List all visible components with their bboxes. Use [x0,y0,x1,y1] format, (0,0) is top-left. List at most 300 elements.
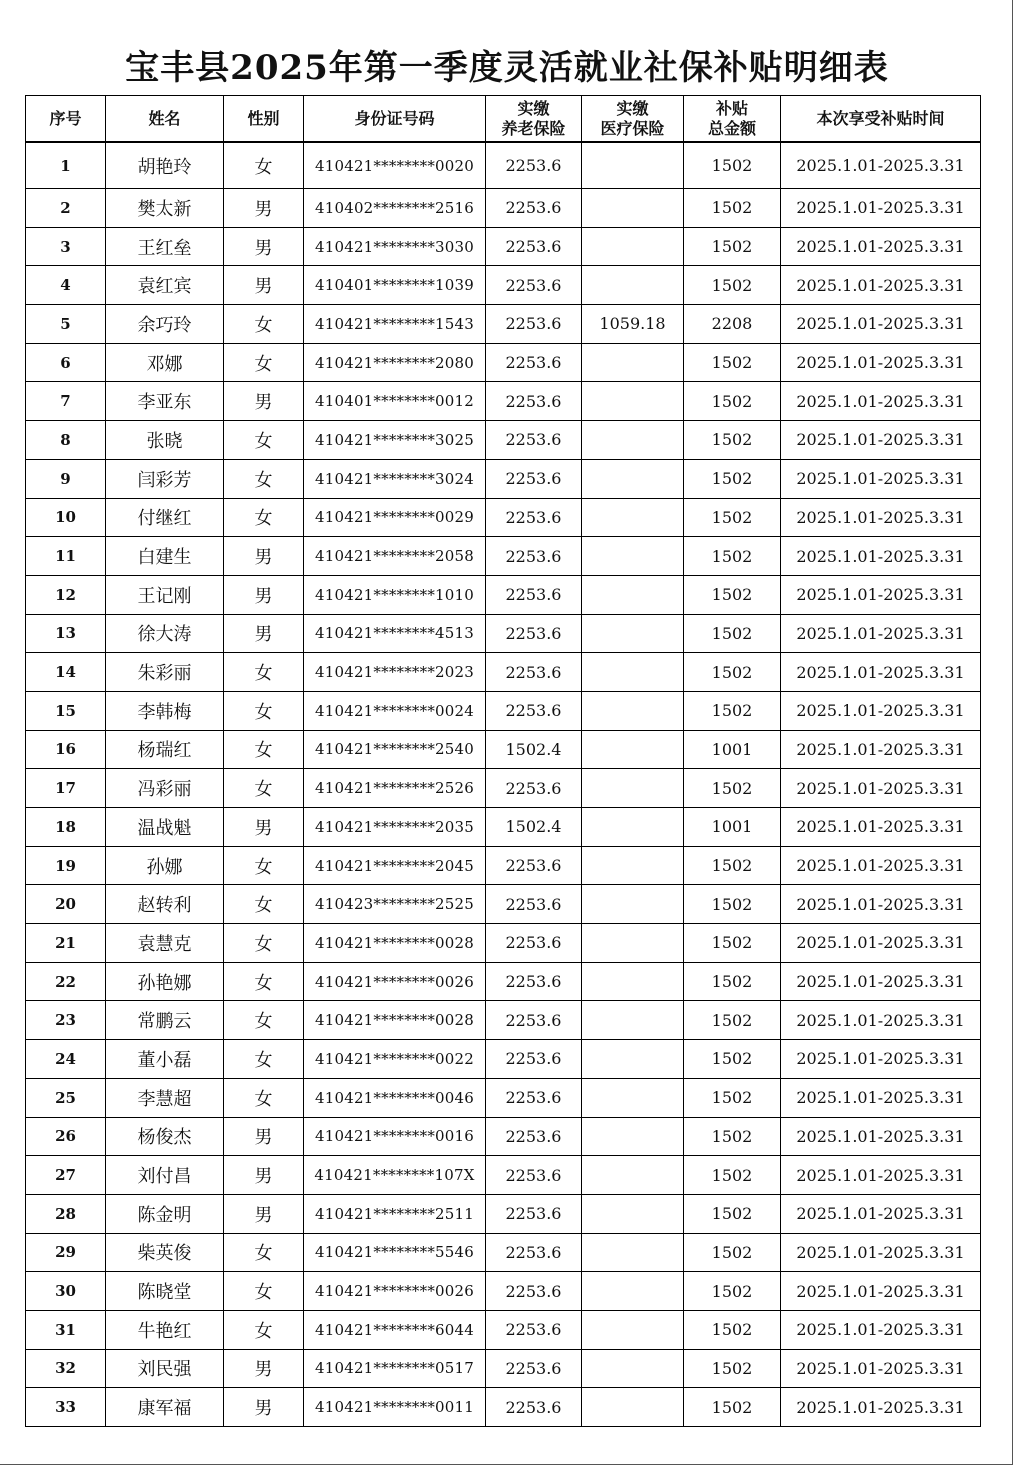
person-sex-cell: 女 [224,459,304,498]
person-sex-cell: 男 [224,1194,304,1233]
person-sex-cell: 女 [224,1233,304,1272]
id-number-cell: 410421********5546 [304,1233,486,1272]
person-sex-cell: 女 [224,343,304,382]
medical-amount-cell [582,266,684,305]
medical-amount-cell: 1059.18 [582,305,684,344]
row-number-cell: 13 [26,614,106,653]
id-number-cell: 410401********1039 [304,266,486,305]
pension-amount-cell: 2253.6 [486,189,582,228]
pension-amount-cell: 2253.6 [486,266,582,305]
id-number-cell: 410423********2525 [304,885,486,924]
person-sex-cell: 女 [224,421,304,460]
row-number-cell: 7 [26,382,106,421]
table-row [26,537,981,576]
id-number-cell: 410421********0029 [304,498,486,537]
header-period: 本次享受补贴时间 [781,96,981,143]
person-sex-cell: 女 [224,846,304,885]
row-number-cell: 5 [26,305,106,344]
table-row [26,227,981,266]
row-number-cell: 22 [26,962,106,1001]
medical-amount-cell [582,142,684,189]
medical-amount-cell [582,1117,684,1156]
table-row [26,1233,981,1272]
page-title: 宝丰县2025年第一季度灵活就业社保补贴明细表 [125,48,889,88]
table-row [26,1272,981,1311]
person-name-cell: 徐大涛 [106,614,224,653]
person-sex-cell: 女 [224,305,304,344]
subsidy-total-cell: 1502 [684,1233,781,1272]
medical-amount-cell [582,343,684,382]
person-name-cell: 袁红宾 [106,266,224,305]
subsidy-total-cell: 1502 [684,498,781,537]
subsidy-total-cell: 1502 [684,962,781,1001]
pension-amount-cell: 2253.6 [486,227,582,266]
id-number-cell: 410421********1010 [304,575,486,614]
medical-amount-cell [582,614,684,653]
person-name-cell: 王红垒 [106,227,224,266]
id-number-cell: 410421********2526 [304,769,486,808]
pension-amount-cell: 2253.6 [486,459,582,498]
person-name-cell: 赵转利 [106,885,224,924]
subsidy-total-cell: 2208 [684,305,781,344]
id-number-cell: 410421********107X [304,1156,486,1195]
subsidy-period-cell: 2025.1.01-2025.3.31 [781,142,981,189]
row-number-cell: 26 [26,1117,106,1156]
table-row [26,189,981,228]
subsidy-total-cell: 1502 [684,421,781,460]
person-name-cell: 朱彩丽 [106,653,224,692]
header-pension-line1: 实缴 [517,98,550,118]
subsidy-total-cell: 1502 [684,1117,781,1156]
medical-amount-cell [582,846,684,885]
person-name-cell: 付继红 [106,498,224,537]
medical-amount-cell [582,575,684,614]
row-number-cell: 1 [26,142,106,189]
pension-amount-cell: 2253.6 [486,1040,582,1079]
subsidy-period-cell: 2025.1.01-2025.3.31 [781,1040,981,1079]
id-number-cell: 410421********0026 [304,1272,486,1311]
person-name-cell: 冯彩丽 [106,769,224,808]
person-name-cell: 孙艳娜 [106,962,224,1001]
table-row [26,1078,981,1117]
id-number-cell: 410421********2045 [304,846,486,885]
person-name-cell: 余巧玲 [106,305,224,344]
id-number-cell: 410421********4513 [304,614,486,653]
id-number-cell: 410421********0024 [304,691,486,730]
subsidy-total-cell: 1502 [684,537,781,576]
pension-amount-cell: 2253.6 [486,885,582,924]
id-number-cell: 410421********2035 [304,808,486,847]
person-name-cell: 刘付昌 [106,1156,224,1195]
header-sex: 性别 [224,96,304,143]
subsidy-total-cell: 1502 [684,924,781,963]
subsidy-table [25,95,981,1427]
table-row [26,382,981,421]
id-number-cell: 410421********0028 [304,1001,486,1040]
pension-amount-cell: 2253.6 [486,614,582,653]
medical-amount-cell [582,189,684,228]
subsidy-total-cell: 1502 [684,1001,781,1040]
id-number-cell: 410421********0028 [304,924,486,963]
header-medical-line1: 实缴 [616,98,649,118]
id-number-cell: 410421********2540 [304,730,486,769]
table-row [26,962,981,1001]
pension-amount-cell: 2253.6 [486,1233,582,1272]
medical-amount-cell [582,1349,684,1388]
table-row [26,343,981,382]
person-sex-cell: 男 [224,614,304,653]
medical-amount-cell [582,459,684,498]
pension-amount-cell: 2253.6 [486,653,582,692]
table-row [26,266,981,305]
table-row [26,421,981,460]
header-subsidy-line1: 补贴 [715,98,748,118]
row-number-cell: 10 [26,498,106,537]
person-name-cell: 杨俊杰 [106,1117,224,1156]
subsidy-period-cell: 2025.1.01-2025.3.31 [781,189,981,228]
id-number-cell: 410421********0020 [304,142,486,189]
subsidy-total-cell: 1502 [684,1349,781,1388]
medical-amount-cell [582,769,684,808]
pension-amount-cell: 2253.6 [486,498,582,537]
person-name-cell: 邓娜 [106,343,224,382]
pension-amount-cell: 2253.6 [486,305,582,344]
pension-amount-cell: 2253.6 [486,1078,582,1117]
person-name-cell: 陈晓堂 [106,1272,224,1311]
subsidy-total-cell: 1502 [684,266,781,305]
person-sex-cell: 男 [224,266,304,305]
table-row [26,614,981,653]
table-body [26,142,981,1427]
table-row [26,305,981,344]
subsidy-period-cell: 2025.1.01-2025.3.31 [781,1001,981,1040]
person-name-cell: 董小磊 [106,1040,224,1079]
header-subsidy [684,96,781,143]
id-number-cell: 410421********0517 [304,1349,486,1388]
medical-amount-cell [582,1040,684,1079]
medical-amount-cell [582,498,684,537]
table-row [26,575,981,614]
person-name-cell: 樊太新 [106,189,224,228]
person-sex-cell: 女 [224,1272,304,1311]
row-number-cell: 16 [26,730,106,769]
subsidy-period-cell: 2025.1.01-2025.3.31 [781,924,981,963]
header-medical-line2: 医疗保险 [600,118,665,138]
pension-amount-cell: 2253.6 [486,846,582,885]
subsidy-total-cell: 1502 [684,1388,781,1427]
person-sex-cell: 女 [224,653,304,692]
row-number-cell: 18 [26,808,106,847]
subsidy-total-cell: 1502 [684,1156,781,1195]
table-row [26,142,981,189]
pension-amount-cell: 2253.6 [486,537,582,576]
subsidy-total-cell: 1502 [684,343,781,382]
person-name-cell: 白建生 [106,537,224,576]
id-number-cell: 410421********0026 [304,962,486,1001]
header-id: 身份证号码 [304,96,486,143]
row-number-cell: 29 [26,1233,106,1272]
subsidy-period-cell: 2025.1.01-2025.3.31 [781,305,981,344]
medical-amount-cell [582,924,684,963]
id-number-cell: 410421********0016 [304,1117,486,1156]
subsidy-total-cell: 1502 [684,382,781,421]
person-sex-cell: 女 [224,142,304,189]
person-sex-cell: 男 [224,1156,304,1195]
medical-amount-cell [582,808,684,847]
pension-amount-cell: 2253.6 [486,575,582,614]
person-sex-cell: 男 [224,1349,304,1388]
pension-amount-cell: 2253.6 [486,1117,582,1156]
subsidy-period-cell: 2025.1.01-2025.3.31 [781,1233,981,1272]
pension-amount-cell: 2253.6 [486,1156,582,1195]
pension-amount-cell: 2253.6 [486,142,582,189]
subsidy-period-cell: 2025.1.01-2025.3.31 [781,846,981,885]
row-number-cell: 4 [26,266,106,305]
id-number-cell: 410401********0012 [304,382,486,421]
subsidy-period-cell: 2025.1.01-2025.3.31 [781,1272,981,1311]
medical-amount-cell [582,382,684,421]
row-number-cell: 32 [26,1349,106,1388]
person-sex-cell: 女 [224,1078,304,1117]
id-number-cell: 410421********3025 [304,421,486,460]
subsidy-total-cell: 1502 [684,1078,781,1117]
pension-amount-cell: 2253.6 [486,769,582,808]
table-row [26,498,981,537]
row-number-cell: 27 [26,1156,106,1195]
person-name-cell: 袁慧克 [106,924,224,963]
row-number-cell: 12 [26,575,106,614]
row-number-cell: 30 [26,1272,106,1311]
person-name-cell: 李慧超 [106,1078,224,1117]
medical-amount-cell [582,537,684,576]
pension-amount-cell: 2253.6 [486,962,582,1001]
subsidy-period-cell: 2025.1.01-2025.3.31 [781,537,981,576]
subsidy-total-cell: 1502 [684,769,781,808]
person-sex-cell: 女 [224,885,304,924]
medical-amount-cell [582,1388,684,1427]
subsidy-total-cell: 1502 [684,227,781,266]
person-sex-cell: 女 [224,924,304,963]
person-sex-cell: 男 [224,808,304,847]
id-number-cell: 410421********3030 [304,227,486,266]
subsidy-period-cell: 2025.1.01-2025.3.31 [781,808,981,847]
pension-amount-cell: 2253.6 [486,1272,582,1311]
table-row [26,1117,981,1156]
person-name-cell: 杨瑞红 [106,730,224,769]
row-number-cell: 33 [26,1388,106,1427]
person-sex-cell: 女 [224,962,304,1001]
subsidy-period-cell: 2025.1.01-2025.3.31 [781,1349,981,1388]
row-number-cell: 21 [26,924,106,963]
subsidy-total-cell: 1502 [684,846,781,885]
medical-amount-cell [582,730,684,769]
id-number-cell: 410421********3024 [304,459,486,498]
subsidy-total-cell: 1502 [684,1040,781,1079]
person-sex-cell: 女 [224,1001,304,1040]
pension-amount-cell: 2253.6 [486,1349,582,1388]
row-number-cell: 15 [26,691,106,730]
table-row [26,808,981,847]
pension-amount-cell: 2253.6 [486,1001,582,1040]
header-medical [582,96,684,143]
row-number-cell: 8 [26,421,106,460]
table-row [26,691,981,730]
table-row [26,1349,981,1388]
row-number-cell: 9 [26,459,106,498]
person-name-cell: 陈金明 [106,1194,224,1233]
subsidy-total-cell: 1001 [684,730,781,769]
person-sex-cell: 女 [224,1040,304,1079]
medical-amount-cell [582,1001,684,1040]
subsidy-period-cell: 2025.1.01-2025.3.31 [781,343,981,382]
table-row [26,924,981,963]
row-number-cell: 11 [26,537,106,576]
subsidy-period-cell: 2025.1.01-2025.3.31 [781,575,981,614]
person-sex-cell: 男 [224,382,304,421]
pension-amount-cell: 2253.6 [486,1310,582,1349]
pension-amount-cell: 1502.4 [486,808,582,847]
medical-amount-cell [582,1272,684,1311]
person-sex-cell: 男 [224,227,304,266]
header-name: 姓名 [106,96,224,143]
subsidy-period-cell: 2025.1.01-2025.3.31 [781,421,981,460]
person-sex-cell: 女 [224,769,304,808]
person-sex-cell: 女 [224,498,304,537]
person-name-cell: 李韩梅 [106,691,224,730]
subsidy-total-cell: 1502 [684,189,781,228]
subsidy-period-cell: 2025.1.01-2025.3.31 [781,1117,981,1156]
header-row [26,96,981,143]
row-number-cell: 20 [26,885,106,924]
subsidy-total-cell: 1502 [684,653,781,692]
person-name-cell: 闫彩芳 [106,459,224,498]
person-name-cell: 王记刚 [106,575,224,614]
person-sex-cell: 男 [224,1117,304,1156]
person-name-cell: 常鹏云 [106,1001,224,1040]
person-name-cell: 刘民强 [106,1349,224,1388]
medical-amount-cell [582,1078,684,1117]
pension-amount-cell: 2253.6 [486,421,582,460]
table-row [26,1388,981,1427]
medical-amount-cell [582,962,684,1001]
row-number-cell: 24 [26,1040,106,1079]
subsidy-period-cell: 2025.1.01-2025.3.31 [781,885,981,924]
medical-amount-cell [582,653,684,692]
medical-amount-cell [582,691,684,730]
subsidy-period-cell: 2025.1.01-2025.3.31 [781,382,981,421]
subsidy-period-cell: 2025.1.01-2025.3.31 [781,459,981,498]
subsidy-total-cell: 1502 [684,459,781,498]
subsidy-period-cell: 2025.1.01-2025.3.31 [781,498,981,537]
table-row [26,1156,981,1195]
subsidy-period-cell: 2025.1.01-2025.3.31 [781,691,981,730]
table-row [26,846,981,885]
header-no: 序号 [26,96,106,143]
person-name-cell: 康军福 [106,1388,224,1427]
id-number-cell: 410421********6044 [304,1310,486,1349]
subsidy-period-cell: 2025.1.01-2025.3.31 [781,1310,981,1349]
row-number-cell: 2 [26,189,106,228]
person-name-cell: 温战魁 [106,808,224,847]
header-pension [486,96,582,143]
table-row [26,885,981,924]
row-number-cell: 28 [26,1194,106,1233]
subsidy-total-cell: 1001 [684,808,781,847]
person-sex-cell: 女 [224,1310,304,1349]
id-number-cell: 410421********2511 [304,1194,486,1233]
subsidy-period-cell: 2025.1.01-2025.3.31 [781,730,981,769]
id-number-cell: 410421********0046 [304,1078,486,1117]
id-number-cell: 410421********0011 [304,1388,486,1427]
subsidy-total-cell: 1502 [684,142,781,189]
subsidy-period-cell: 2025.1.01-2025.3.31 [781,266,981,305]
medical-amount-cell [582,421,684,460]
person-sex-cell: 男 [224,575,304,614]
subsidy-total-cell: 1502 [684,1272,781,1311]
person-name-cell: 张晓 [106,421,224,460]
subsidy-total-cell: 1502 [684,691,781,730]
row-number-cell: 14 [26,653,106,692]
subsidy-period-cell: 2025.1.01-2025.3.31 [781,769,981,808]
id-number-cell: 410421********2058 [304,537,486,576]
subsidy-period-cell: 2025.1.01-2025.3.31 [781,962,981,1001]
subsidy-period-cell: 2025.1.01-2025.3.31 [781,1078,981,1117]
pension-amount-cell: 2253.6 [486,691,582,730]
medical-amount-cell [582,1233,684,1272]
medical-amount-cell [582,227,684,266]
row-number-cell: 17 [26,769,106,808]
medical-amount-cell [582,1194,684,1233]
person-name-cell: 孙娜 [106,846,224,885]
medical-amount-cell [582,1310,684,1349]
table-row [26,1194,981,1233]
medical-amount-cell [582,1156,684,1195]
table-row [26,1040,981,1079]
row-number-cell: 6 [26,343,106,382]
id-number-cell: 410402********2516 [304,189,486,228]
id-number-cell: 410421********2080 [304,343,486,382]
person-name-cell: 牛艳红 [106,1310,224,1349]
subsidy-period-cell: 2025.1.01-2025.3.31 [781,1156,981,1195]
table-row [26,1310,981,1349]
person-sex-cell: 女 [224,730,304,769]
subsidy-period-cell: 2025.1.01-2025.3.31 [781,614,981,653]
pension-amount-cell: 2253.6 [486,1388,582,1427]
pension-amount-cell: 1502.4 [486,730,582,769]
person-sex-cell: 男 [224,537,304,576]
header-subsidy-line2: 总金额 [707,118,756,138]
pension-amount-cell: 2253.6 [486,382,582,421]
subsidy-total-cell: 1502 [684,1194,781,1233]
table-row [26,730,981,769]
subsidy-total-cell: 1502 [684,575,781,614]
row-number-cell: 3 [26,227,106,266]
subsidy-period-cell: 2025.1.01-2025.3.31 [781,1388,981,1427]
row-number-cell: 31 [26,1310,106,1349]
medical-amount-cell [582,885,684,924]
id-number-cell: 410421********1543 [304,305,486,344]
person-sex-cell: 女 [224,691,304,730]
row-number-cell: 19 [26,846,106,885]
person-sex-cell: 男 [224,189,304,228]
table-row [26,769,981,808]
subsidy-period-cell: 2025.1.01-2025.3.31 [781,227,981,266]
id-number-cell: 410421********0022 [304,1040,486,1079]
pension-amount-cell: 2253.6 [486,924,582,963]
id-number-cell: 410421********2023 [304,653,486,692]
header-pension-line2: 养老保险 [501,118,566,138]
person-name-cell: 柴英俊 [106,1233,224,1272]
